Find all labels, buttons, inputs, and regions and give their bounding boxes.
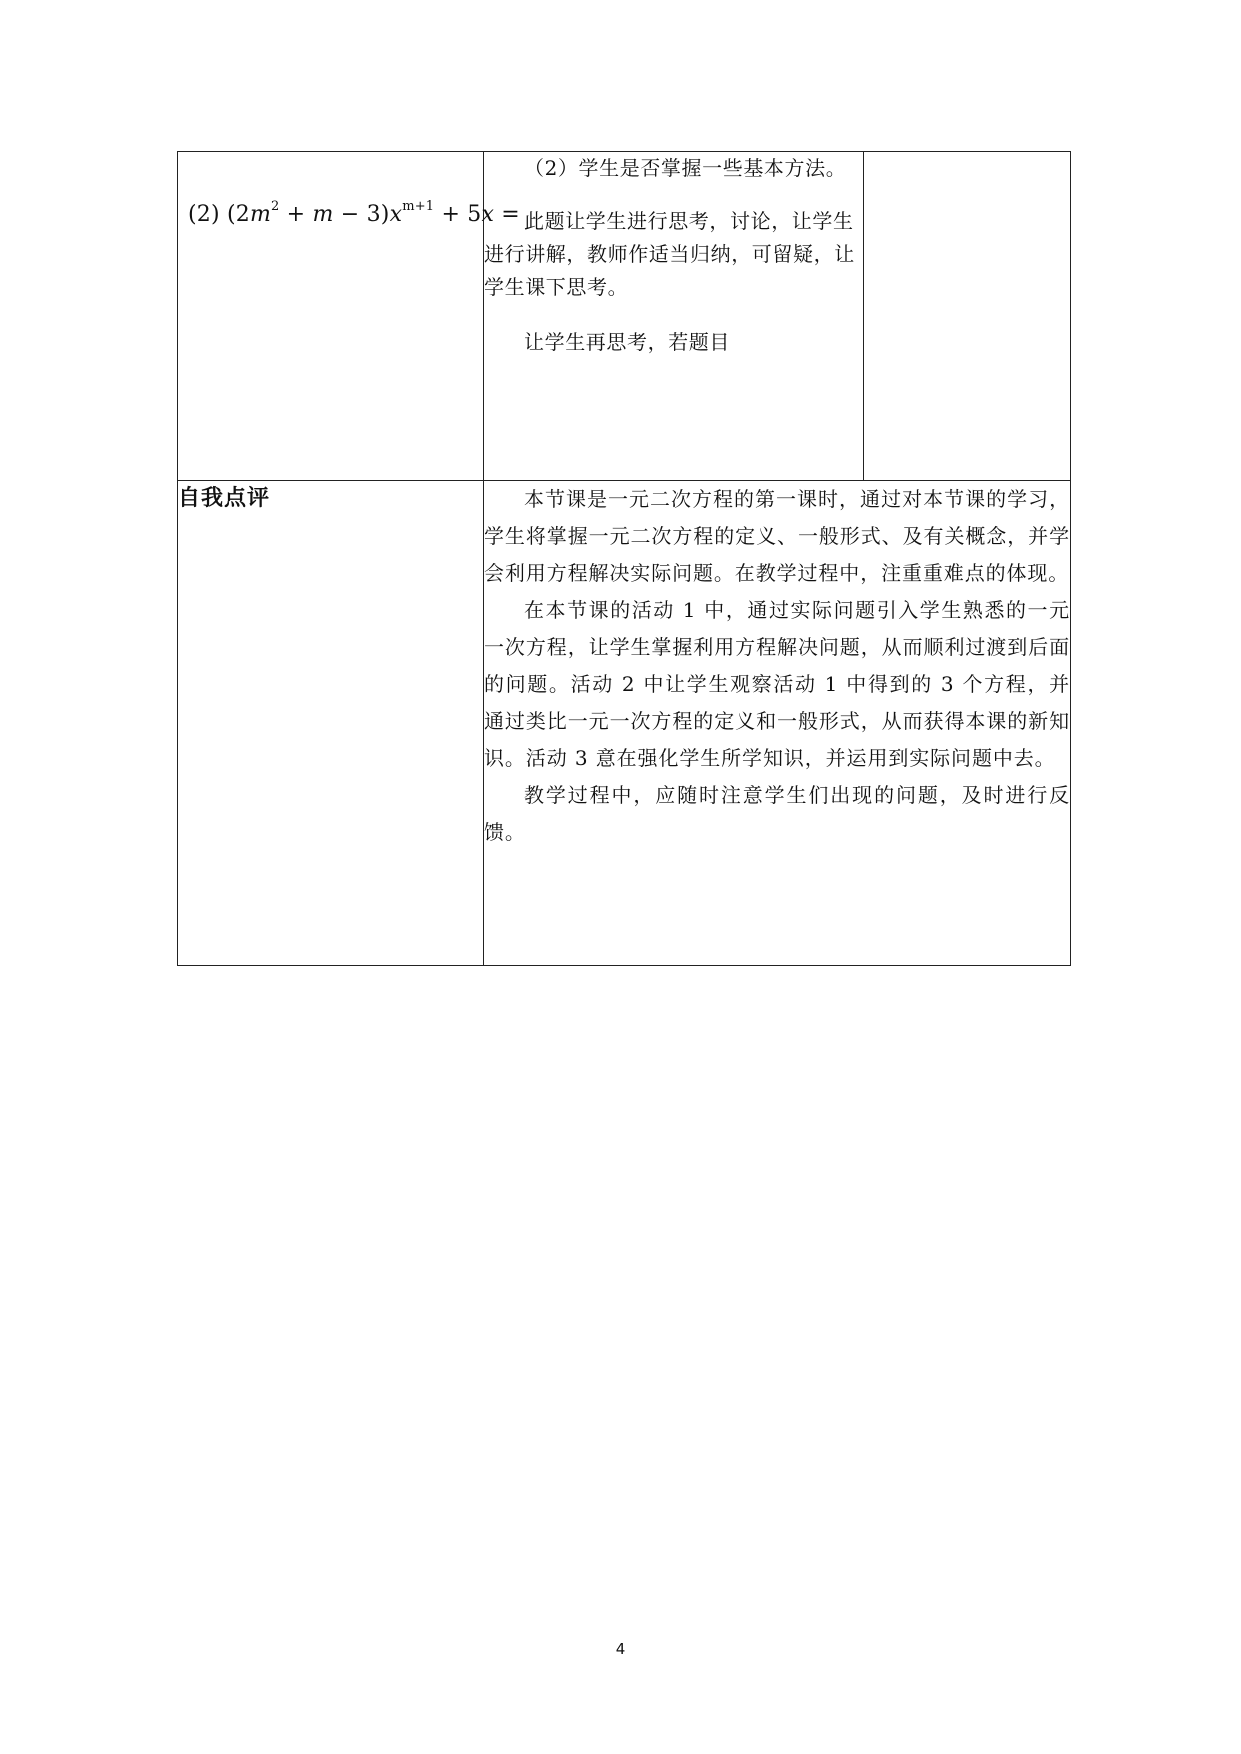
review-paragraph: 在本节课的活动 1 中，通过实际问题引入学生熟悉的一元一次方程，让学生掌握利用方程解决问题，从而顺利过渡到后面的问题。活动 2 中让学生观察活动 1 中得到的 3 个方程，并通过类比一元一次方程的定义和一般形式，从而获得本课的新知识。活动 3 意在强化学生所学知识，并运用到实际问题中去。 — [484, 598, 1070, 770]
table-row — [178, 152, 1071, 481]
equation: (2) $(2m^2 + m - 3)x^{m+1} + 5x$ = — [188, 199, 520, 227]
review-paragraph: 教学过程中，应随时注意学生们出现的问题，及时进行反馈。 — [484, 783, 1070, 844]
self-review-content-cell — [484, 481, 1071, 966]
table-row — [178, 481, 1071, 966]
method-cell — [484, 152, 864, 481]
notes-cell — [864, 152, 1071, 481]
review-paragraph: 本节课是一元二次方程的第一课时，通过对本节课的学习，学生将掌握一元二次方程的定义、一般形式、及有关概念，并学会利用方程解决实际问题。在教学过程中，注重重难点的体现。 — [484, 487, 1070, 585]
self-review-label: 自我点评 — [178, 486, 271, 511]
method-paragraph: 此题让学生进行思考，讨论，让学生进行讲解，教师作适当归纳，可留疑，让学生课下思考。 — [484, 209, 855, 299]
method-paragraph: （2）学生是否掌握一些基本方法。 — [524, 156, 847, 180]
method-paragraph: 让学生再思考，若题目 — [524, 330, 730, 354]
self-review-label-cell — [178, 481, 484, 966]
exercise-cell — [178, 152, 520, 481]
lesson-table — [177, 151, 1071, 966]
page-number: 4 — [615, 1640, 626, 1658]
